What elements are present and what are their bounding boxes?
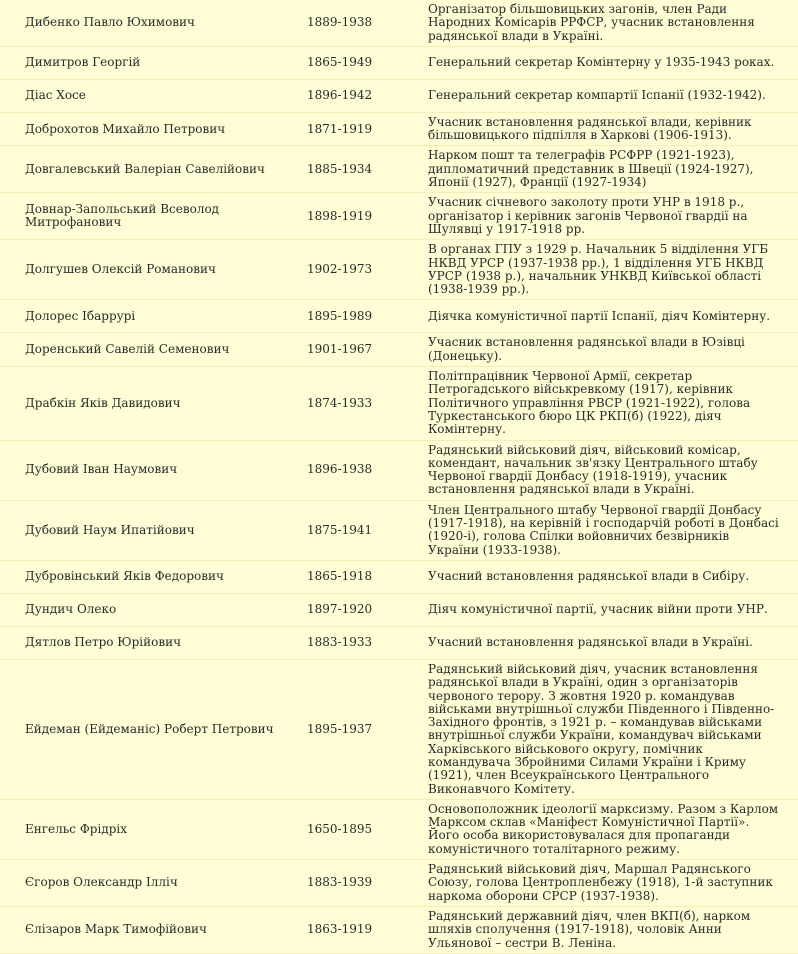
- person-years: 1883-1939: [307, 875, 373, 890]
- person-description: Учасник встановлення радянської влади в Юзівці (Донецьку).: [428, 335, 745, 363]
- person-years: 1865-1949: [307, 55, 373, 70]
- person-name: Дибенко Павло Юхимович: [25, 15, 195, 30]
- person-years: 1895-1937: [307, 721, 373, 736]
- person-description: Учасний встановлення радянської влади в Україні.: [428, 635, 753, 650]
- table-row: [0, 626, 798, 659]
- person-years: 1875-1941: [307, 522, 373, 537]
- person-years: 1863-1919: [307, 922, 373, 937]
- person-name: Долорес Ібаррурі: [25, 308, 136, 323]
- person-years: 1883-1933: [307, 635, 373, 650]
- person-description: Генеральний секретар Комінтерну у 1935-1943 роках.: [428, 55, 775, 70]
- person-name: Довгалевський Валеріан Савелійович: [25, 161, 265, 176]
- person-years: 1898-1919: [307, 208, 373, 223]
- person-description: Учасник січневого заколоту проти УНР в 1918 р., організатор і керівник загонів Червоної гвардії на Шулявці у 1917-1918 рр.: [428, 195, 748, 236]
- table-row: [0, 333, 798, 367]
- person-years: 1874-1933: [307, 395, 373, 410]
- table-row: [0, 112, 798, 146]
- person-years: 1896-1942: [307, 88, 373, 103]
- table-row: [0, 860, 798, 907]
- table-row: [0, 560, 798, 593]
- person-description: Радянський військовий діяч, учасник встановлення радянської влади в Україні, один з організаторів червоного терору. З жовтня 1920 р. командував військами внутрішньої служби Південного і Південно-Західного фронтів, з 1921 р. – командував військами внутрішньої служби України, командувач військами Харківського військового округу, помічник командувача Збройними Силами України і Криму (1921), член Всеукраїнського Центрального Виконавчого Комітету.: [428, 661, 775, 796]
- person-years: 1902-1973: [307, 262, 373, 277]
- person-description: Радянський державний діяч, член ВКП(б), нарком шляхів сполучення (1917-1918), чоловік Анни Ульянової – сестри В. Леніна.: [428, 908, 751, 950]
- table-row: [0, 79, 798, 112]
- person-years: 1897-1920: [307, 602, 373, 617]
- person-years: 1650-1895: [307, 821, 373, 836]
- person-name: Долгушев Олексій Романович: [25, 262, 216, 277]
- person-name: Діас Хосе: [25, 88, 86, 103]
- person-years: 1865-1918: [307, 569, 373, 584]
- person-description: Основоположник ідеології марксизму. Разом з Карлом Марксом склав «Маніфест Комуністичної Партії». Його особа використовувалася для пропаганди комуністичного тоталітарного режиму.: [428, 801, 779, 856]
- person-name: Драбкін Яків Давидович: [25, 395, 181, 410]
- table-row: [0, 146, 798, 193]
- table-row: [0, 659, 798, 799]
- person-name: Єгоров Олександр Ілліч: [25, 875, 178, 890]
- person-description: Радянський військовий діяч, військовий комісар, комендант, начальник зв'язку Центрального штабу Червоної гвардії Донбасу (1918-1919), учасник встановлення радянської влади в Україні.: [428, 442, 758, 497]
- person-description: Організатор більшовицьких загонів, член Ради Народних Комісарів РРФСР, учасник встановлення радянської влади в Україні.: [428, 2, 755, 43]
- table-row: [0, 300, 798, 333]
- table-row: [0, 240, 798, 300]
- person-name: Димитров Георгій: [25, 55, 141, 70]
- table-row: [0, 440, 798, 500]
- person-name: Дубовий Іван Наумович: [25, 462, 178, 477]
- person-name: Довнар-Запольський Всеволод Митрофанович: [25, 202, 220, 230]
- person-description: В органах ГПУ з 1929 р. Начальник 5 відділення УГБ НКВД УРСР (1937-1938 рр.), 1 відділення УГБ НКВД УРСР (1938 р.), начальник УНКВД Київської області (1938-1939 рр.).: [428, 242, 769, 297]
- person-years: 1889-1938: [307, 15, 373, 30]
- person-description: Діячка комуністичної партії Іспанії, діяч Комінтерну.: [428, 308, 771, 323]
- person-description: Член Центрального штабу Червоної гвардії Донбасу (1917-1918), на керівній і господарчій роботі в Донбасі (1920-і), голова Спілки войовничих безвірників України (1933-1938).: [428, 502, 779, 557]
- person-name: Дундич Олеко: [25, 602, 117, 617]
- table-row: [0, 799, 798, 859]
- person-years: 1896-1938: [307, 462, 373, 477]
- person-description: Генеральний секретар компартії Іспанії (1932-1942).: [428, 88, 766, 103]
- table-row: [0, 593, 798, 626]
- table-row: [0, 367, 798, 440]
- person-name: Енгельс Фрідріх: [25, 821, 127, 836]
- person-years: 1895-1989: [307, 308, 373, 323]
- person-name: Єлізаров Марк Тимофійович: [25, 922, 207, 937]
- person-description: Радянський військовий діяч, Маршал Радянського Союзу, голова Центропленбежу (1918), 1-й заступник наркома оборони СРСР (1937-1938).: [428, 862, 773, 903]
- table-row: [0, 193, 798, 240]
- person-name: Ейдеман (Ейдеманіс) Роберт Петрович: [25, 721, 274, 736]
- table-row: [0, 906, 798, 953]
- person-years: 1885-1934: [307, 161, 373, 176]
- person-name: Дубовий Наум Ипатійович: [25, 522, 195, 537]
- person-description: Учасник встановлення радянської влади, керівник більшовицького підпілля в Харкові (1906-1913).: [428, 114, 752, 143]
- person-description: Нарком пошт та телеграфів РСФРР (1921-1923), дипломатичний представник в Швеції (1924-1927), Японії (1927), Франції (1927-1934): [428, 148, 754, 190]
- person-years: 1871-1919: [307, 121, 373, 136]
- table-row: [0, 0, 798, 46]
- person-name: Доброхотов Михайло Петрович: [25, 121, 226, 136]
- person-name: Дубровінський Яків Федорович: [25, 569, 224, 584]
- person-years: 1901-1967: [307, 342, 373, 357]
- person-name: Дятлов Петро Юрійович: [25, 635, 182, 650]
- table-row: [0, 500, 798, 560]
- person-description: Політпрацівник Червоної Армії, секретар Петрогадського військревкому (1917), керівник Політичного управління РВСР (1921-1922), голова Туркестанського бюро ЦК РКП(б) (1922), діяч Комінтерну.: [428, 369, 751, 437]
- person-description: Учасний встановлення радянської влади в Сибіру.: [428, 569, 750, 584]
- person-description: Діяч комуністичної партії, учасник війни проти УНР.: [428, 602, 768, 617]
- table-row: [0, 46, 798, 79]
- person-name: Доренський Савелій Семенович: [25, 342, 230, 357]
